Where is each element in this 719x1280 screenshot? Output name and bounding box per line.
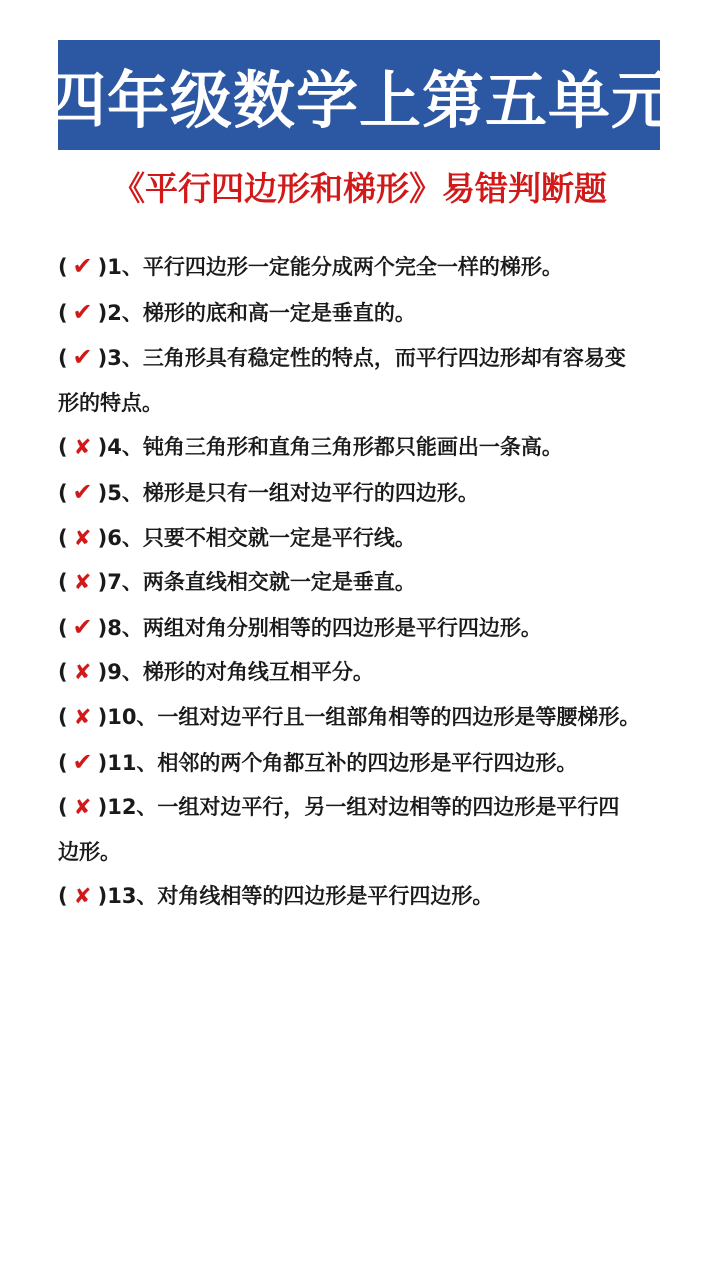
question-item: ( ✔ )2、梯形的底和高一定是垂直的。 <box>58 290 698 336</box>
question-item: ( ✘ )12、一组对边平行，另一组对边相等的四边形是平行四 <box>58 785 698 830</box>
cross-mark-icon: ✘ <box>73 570 92 595</box>
check-mark-icon: ✔ <box>72 297 93 326</box>
cross-mark-icon: ✘ <box>73 435 92 460</box>
page-subtitle: 《平行四边形和梯形》易错判断题 <box>112 169 607 208</box>
check-mark-icon: ✔ <box>72 477 93 506</box>
check-mark-icon: ✔ <box>72 612 93 641</box>
cross-mark-icon: ✘ <box>73 525 92 550</box>
question-item: ( ✘ )13、对角线相等的四边形是平行四边形。 <box>58 874 698 919</box>
question-item: ( ✔ )5、梯形是只有一组对边平行的四边形。 <box>58 470 698 516</box>
question-item: ( ✘ )10、一组对边平行且一组部角相等的四边形是等腰梯形。 <box>58 695 698 740</box>
question-list <box>58 244 698 919</box>
page-title: 四年级数学上第五单元 <box>44 63 675 137</box>
check-mark-icon: ✔ <box>72 252 93 280</box>
question-item: ( ✔ )3、三角形具有稳定性的特点，而平行四边形却有容易变 <box>58 335 698 381</box>
question-item: ( ✘ )4、钝角三角形和直角三角形都只能画出一条高。 <box>58 425 698 470</box>
question-item: ( ✘ )6、只要不相交就一定是平行线。 <box>58 516 698 561</box>
question-item: ( ✘ )7、两条直线相交就一定是垂直。 <box>58 560 698 605</box>
cross-mark-icon: ✘ <box>73 660 92 685</box>
question-item: ( ✘ )9、梯形的对角线互相平分。 <box>58 650 698 695</box>
check-mark-icon: ✔ <box>72 343 93 372</box>
question-item: ( ✔ )8、两组对角分别相等的四边形是平行四边形。 <box>58 605 698 651</box>
question-item-continuation: 形的特点。 <box>58 390 163 415</box>
question-item: ( ✔ )11、相邻的两个角都互补的四边形是平行四边形。 <box>58 740 698 786</box>
title-banner <box>44 40 675 150</box>
cross-mark-icon: ✘ <box>73 884 92 909</box>
check-mark-icon: ✔ <box>72 747 93 776</box>
cross-mark-icon: ✘ <box>73 795 92 820</box>
cross-mark-icon: ✘ <box>73 704 92 729</box>
question-item: ( ✔ )1、平行四边形一定能分成两个完全一样的梯形。 <box>58 244 698 290</box>
question-item-continuation: 边形。 <box>58 839 121 864</box>
